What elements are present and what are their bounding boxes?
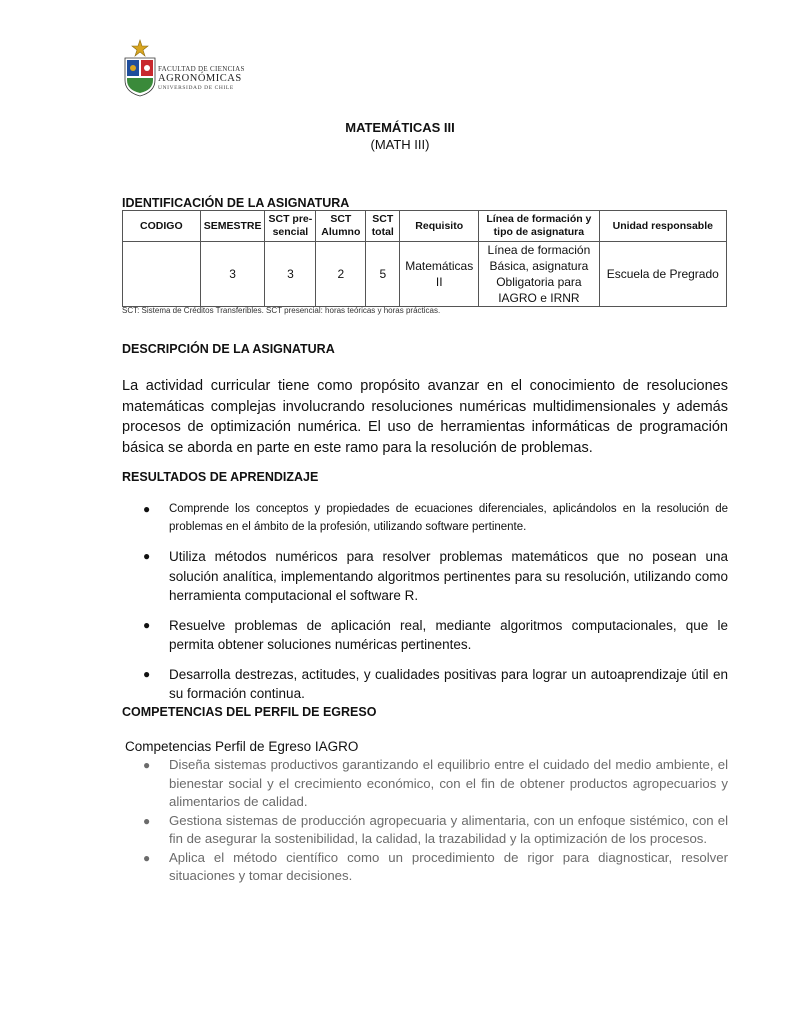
cell-linea-formacion: Línea de formación Básica, asignatura Obligatoria para IAGRO e IRNR xyxy=(479,242,599,307)
resultado-text: Resuelve problemas de aplicación real, mediante algoritmos computacionales, que le permita obtener soluciones numéricas pertinentes. xyxy=(169,617,728,652)
header-unidad-responsable: Unidad responsable xyxy=(599,211,726,242)
cell-semestre: 3 xyxy=(200,242,265,307)
cell-unidad-responsable: Escuela de Pregrado xyxy=(599,242,726,307)
competencias-heading: COMPETENCIAS DEL PERFIL DE EGRESO xyxy=(122,705,377,719)
cell-requisito: Matemáticas II xyxy=(400,242,479,307)
list-item xyxy=(122,500,728,536)
bullet-icon: ● xyxy=(143,549,151,563)
resultados-list xyxy=(122,500,728,714)
descripcion-text: La actividad curricular tiene como propósito avanzar en el conocimiento de resoluciones matemáticas complejas involucrando resoluciones numéricas multidimensionales y además procesos de optimización numérica. El uso de herramientas informáticas de programación básica se aborda en parte en este ramo para la resolución de problemas. xyxy=(122,378,728,456)
list-item xyxy=(122,616,728,655)
logo-line-1: FACULTAD DE CIENCIAS xyxy=(158,65,245,73)
header-semestre: SEMESTRE xyxy=(200,211,265,242)
list-item xyxy=(122,849,728,886)
logo-wordmark xyxy=(158,66,245,91)
resultado-text: Utiliza métodos numéricos para resolver problemas matemáticos que no posean una solución analítica, implementando algoritmos pertinentes para su resolución, utilizando como herramienta computacional el software R. xyxy=(169,549,728,603)
header-codigo: CODIGO xyxy=(123,211,201,242)
resultado-text: Comprende los conceptos y propiedades de ecuaciones diferenciales, aplicándolos en la resolución de problemas en el ámbito de la profesión, utilizando software pertinente. xyxy=(169,503,728,533)
bullet-icon: ● xyxy=(143,666,151,681)
competencias-subheading: Competencias Perfil de Egreso IAGRO xyxy=(125,739,359,754)
header-requisito: Requisito xyxy=(400,211,479,242)
bullet-icon: ● xyxy=(143,850,151,865)
logo-line-3: UNIVERSIDAD DE CHILE xyxy=(158,84,234,91)
bullet-icon: ● xyxy=(143,758,151,772)
header-sct-presencial: SCT pre-sencial xyxy=(265,211,316,242)
resultado-text: Desarrolla destrezas, actitudes, y cualidades positivas para lograr un autoaprendizaje útil en su formación continua. xyxy=(169,666,728,701)
resultados-heading: RESULTADOS DE APRENDIZAJE xyxy=(122,470,319,484)
descripcion-heading: DESCRIPCIÓN DE LA ASIGNATURA xyxy=(122,342,335,356)
bullet-icon: ● xyxy=(143,617,151,632)
identificacion-table xyxy=(122,210,727,307)
list-item xyxy=(122,665,728,704)
list-item xyxy=(122,756,728,812)
cell-codigo xyxy=(123,242,201,307)
cell-sct-total: 5 xyxy=(366,242,400,307)
table-header-row xyxy=(123,211,727,242)
header-sct-total: SCT total xyxy=(366,211,400,242)
logo-line-2: AGRONÓMICAS xyxy=(158,73,242,84)
sct-note: SCT: Sistema de Créditos Transferibles. SCT presencial: horas teóricas y horas prácticas. xyxy=(122,306,441,315)
table-row xyxy=(123,242,727,307)
bullet-icon: ● xyxy=(143,502,151,516)
list-item xyxy=(122,812,728,849)
header-sct-alumno: SCT Alumno xyxy=(316,211,366,242)
bullet-icon: ● xyxy=(143,813,151,828)
competencia-text: Aplica el método científico como un procedimiento de rigor para diagnosticar, resolver situaciones y tomar decisiones. xyxy=(169,849,728,883)
cell-sct-presencial: 3 xyxy=(265,242,316,307)
identificacion-heading: IDENTIFICACIÓN DE LA ASIGNATURA xyxy=(122,196,350,210)
document-subtitle: (MATH III) xyxy=(370,137,430,152)
cell-sct-alumno: 2 xyxy=(316,242,366,307)
document-title: MATEMÁTICAS III xyxy=(345,120,455,135)
header-linea-formacion: Línea de formación y tipo de asignatura xyxy=(479,211,599,242)
university-crest-icon xyxy=(120,38,160,98)
list-item xyxy=(122,547,728,606)
competencias-list xyxy=(122,756,728,886)
competencia-text: Diseña sistemas productivos garantizando el equilibrio entre el cuidado del medio ambiente, el bienestar social y el crecimiento económico, con el fin de obtener productos agropecuarios y alimentarios de calidad. xyxy=(169,757,728,809)
competencia-text: Gestiona sistemas de producción agropecuaria y alimentaria, con un enfoque sistémico, con el fin de asegurar la sostenibilidad, la calidad, la trazabilidad y la optimización de los procesos. xyxy=(169,812,728,846)
